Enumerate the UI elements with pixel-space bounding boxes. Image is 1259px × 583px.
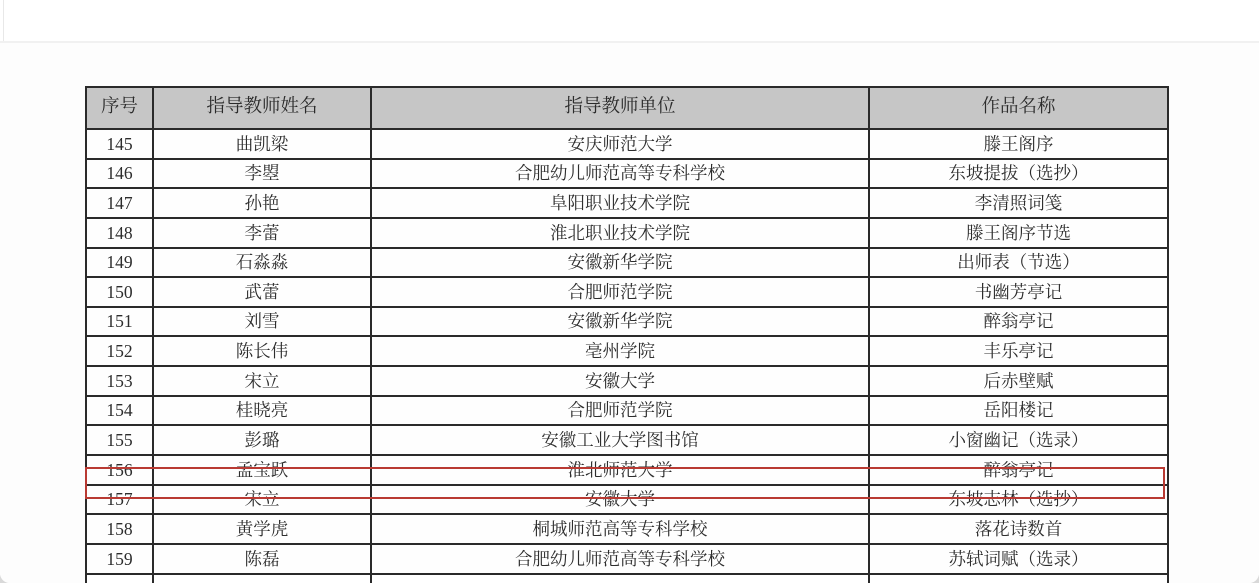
cell-teacher-name: 桂晓亮 — [153, 396, 371, 426]
cell-index: 158 — [86, 514, 153, 544]
table-row — [86, 218, 1168, 248]
cell-work-title: 东坡提拔（选抄） — [869, 159, 1168, 189]
cell-work-title: 苏轼词赋（选录） — [869, 544, 1168, 574]
teachers-awards-table — [85, 86, 1169, 583]
cell-work-title: 李清照词笺 — [869, 188, 1168, 218]
cell-work-title: 书幽芳亭记 — [869, 277, 1168, 307]
column-header-work-title: 作品名称 — [869, 87, 1168, 129]
cell-index: 153 — [86, 366, 153, 396]
cell-teacher-unit: 合肥幼儿师范高等专科学校 — [371, 544, 869, 574]
cell-teacher-name: 宋立 — [153, 366, 371, 396]
cell-index: 150 — [86, 277, 153, 307]
cell-work-title: 落花诗数首 — [869, 514, 1168, 544]
cell-index: 151 — [86, 307, 153, 337]
cell-index: 157 — [86, 485, 153, 515]
cell-index: 147 — [86, 188, 153, 218]
cell-teacher-name: 李曌 — [153, 159, 371, 189]
cell-teacher-name: 陈长伟 — [153, 336, 371, 366]
cell-work-title: 滕王阁序 — [869, 129, 1168, 159]
table-row — [86, 544, 1168, 574]
cell-work-title: 东坡志林（选抄） — [869, 485, 1168, 515]
table-row — [86, 307, 1168, 337]
cell-teacher-name: 曲凯梁 — [153, 129, 371, 159]
cell-index: 146 — [86, 159, 153, 189]
cell-teacher-name: 李蕾 — [153, 218, 371, 248]
cell-empty — [371, 574, 869, 583]
cell-teacher-unit: 安徽新华学院 — [371, 307, 869, 337]
cell-index: 155 — [86, 425, 153, 455]
cell-work-title: 滕王阁序节选 — [869, 218, 1168, 248]
table-row — [86, 396, 1168, 426]
table-row — [86, 129, 1168, 159]
cell-teacher-unit: 阜阳职业技术学院 — [371, 188, 869, 218]
top-bar — [0, 0, 1259, 43]
table-row-partial — [86, 574, 1168, 583]
cell-work-title: 岳阳楼记 — [869, 396, 1168, 426]
cell-teacher-unit: 合肥师范学院 — [371, 277, 869, 307]
cell-index: 159 — [86, 544, 153, 574]
document-area — [0, 43, 1259, 583]
cell-teacher-unit: 安徽大学 — [371, 366, 869, 396]
table-row — [86, 159, 1168, 189]
column-header-teacher-unit: 指导教师单位 — [371, 87, 869, 129]
table-header-row — [86, 87, 1168, 129]
cell-teacher-unit: 安徽新华学院 — [371, 248, 869, 278]
table-row — [86, 425, 1168, 455]
table-row — [86, 277, 1168, 307]
cell-empty — [869, 574, 1168, 583]
cell-teacher-unit: 亳州学院 — [371, 336, 869, 366]
cell-teacher-name: 刘雪 — [153, 307, 371, 337]
table-row — [86, 248, 1168, 278]
cell-work-title: 丰乐亭记 — [869, 336, 1168, 366]
cell-teacher-unit: 安徽工业大学图书馆 — [371, 425, 869, 455]
cell-work-title: 醉翁亭记 — [869, 455, 1168, 485]
table-row — [86, 336, 1168, 366]
cell-teacher-name: 孟宝跃 — [153, 455, 371, 485]
table-row — [86, 485, 1168, 515]
cell-teacher-name: 孙艳 — [153, 188, 371, 218]
table-row — [86, 455, 1168, 485]
cell-index: 149 — [86, 248, 153, 278]
table-row — [86, 514, 1168, 544]
cell-index: 156 — [86, 455, 153, 485]
cell-teacher-name: 武蕾 — [153, 277, 371, 307]
cell-teacher-unit: 合肥幼儿师范高等专科学校 — [371, 159, 869, 189]
cell-teacher-unit: 安徽大学 — [371, 485, 869, 515]
cell-index: 154 — [86, 396, 153, 426]
column-header-index: 序号 — [86, 87, 153, 129]
cell-index: 145 — [86, 129, 153, 159]
cell-teacher-unit: 淮北师范大学 — [371, 455, 869, 485]
column-header-teacher-name: 指导教师姓名 — [153, 87, 371, 129]
cell-teacher-name: 黄学虎 — [153, 514, 371, 544]
cell-work-title: 出师表（节选） — [869, 248, 1168, 278]
cell-teacher-unit: 合肥师范学院 — [371, 396, 869, 426]
cell-teacher-name: 石淼淼 — [153, 248, 371, 278]
cell-teacher-unit: 淮北职业技术学院 — [371, 218, 869, 248]
table-row — [86, 366, 1168, 396]
cell-teacher-unit: 桐城师范高等专科学校 — [371, 514, 869, 544]
cell-teacher-name: 陈磊 — [153, 544, 371, 574]
cell-index: 152 — [86, 336, 153, 366]
cell-teacher-name: 彭璐 — [153, 425, 371, 455]
cell-work-title: 醉翁亭记 — [869, 307, 1168, 337]
cell-work-title: 后赤壁赋 — [869, 366, 1168, 396]
cell-work-title: 小窗幽记（选录） — [869, 425, 1168, 455]
window-edge-line — [3, 0, 4, 41]
table-body — [86, 129, 1168, 583]
cell-teacher-unit: 安庆师范大学 — [371, 129, 869, 159]
cell-index: 148 — [86, 218, 153, 248]
cell-teacher-name: 宋立 — [153, 485, 371, 515]
table-row — [86, 188, 1168, 218]
cell-empty — [86, 574, 153, 583]
cell-empty — [153, 574, 371, 583]
